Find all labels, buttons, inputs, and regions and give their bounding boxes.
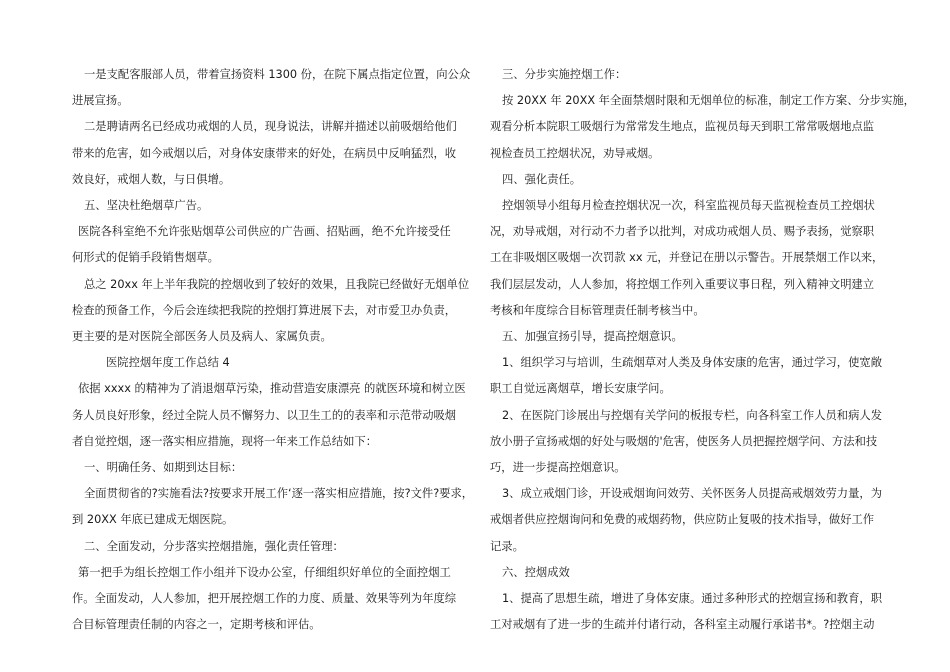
paragraph-line: 更主要的是对医院全部医务人员及病人、家属负责。 [72, 330, 332, 344]
paragraph-line: 1、提高了思想生疏，增进了身体安康。通过多种形式的控烟宣扬和教育，职 [502, 592, 882, 606]
paragraph-line: 效良好，戒烟人数，与日俱增。 [72, 172, 231, 186]
paragraph-line: 3、成立戒烟门诊，开设戒烟询问效劳、关怀医务人员提高戒烟效劳力量，为 [502, 487, 882, 501]
paragraph-line: 记录。 [490, 539, 524, 553]
paragraph-line: 医院各科室绝不允许张贴烟草公司供应的广告画、招贴画，绝不允许接受任 [78, 225, 451, 239]
paragraph-line: 到 20XX 年底已建成无烟医院。 [72, 513, 234, 527]
paragraph-line: 第一把手为组长控烟工作小组并下设办公室，仔细组织好单位的全面控烟工 [78, 565, 451, 579]
paragraph-line: 放小册子宣扬戒烟的好处与吸烟的'危害，使医务人员把握控烟学问、方法和技 [490, 434, 878, 448]
paragraph-line: 者自觉控烟，逐一落实相应措施，现将一年来工作总结如下： [72, 434, 378, 448]
paragraph-line: 总之 20xx 年上半年我院的控烟收到了较好的效果，且我院已经做好无烟单位 [84, 277, 470, 291]
section-heading: 二、全面发动，分步落实控烟措施，强化责任管理： [84, 539, 344, 553]
right-column [490, 62, 915, 638]
paragraph-line: 务人员良好形象，经过全院人员不懈努力、以卫生工的的表率和示范带动吸烟 [72, 408, 457, 422]
section-heading: 四、强化责任。 [502, 172, 582, 186]
paragraph-line: 观看分析本院职工吸烟行为常常发生地点，监视员每天到职工常常吸烟地点监 [490, 120, 875, 134]
section-heading: 五、加强宣扬引导，提高控烟意识。 [502, 330, 683, 344]
section-heading: 五、坚决杜绝烟草广告。 [84, 199, 209, 213]
paragraph-line: 带来的危害，如今戒烟以后，对身体安康带来的好处，在病员中反响猛烈，收 [72, 146, 457, 160]
paragraph-line: 工对戒烟有了进一步的生疏并付诸行动，各科室主动履行承诺书*。?控烟主动 [490, 618, 875, 632]
paragraph-line: 作。全面发动，人人参加，把开展控烟工作的力度、质量、效果等列为年度综 [72, 592, 457, 606]
document-title: 医院控烟年度工作总结 4 [106, 356, 230, 370]
paragraph-line: 检查的预备工作，今后会连续把我院的控烟打算进展下去，对市爱卫办负责， [72, 303, 457, 317]
paragraph-line: 我们层层发动，人人参加，将控烟工作列入重要议事日程，列入精神文明建立 [490, 277, 875, 291]
paragraph-line: 巧，进一步提高控烟意识。 [490, 461, 626, 475]
paragraph-line: 视检查员工控烟状况，劝导戒烟。 [490, 146, 660, 160]
paragraph-line: 况，劝导戒烟，对行动不力者予以批判，对成功戒烟人员、赐予表扬，觉察职 [490, 225, 875, 239]
paragraph-line: 控烟领导小组每月检查控烟状况一次，科室监视员每天监视检查员工控烟状 [502, 199, 875, 213]
paragraph-line: 考核和年度综合目标管理责任制考核当中。 [490, 303, 705, 317]
paragraph-line: 职工自觉远离烟草，增长安康学问。 [490, 382, 671, 396]
section-heading: 三、分步实施控烟工作： [502, 68, 627, 81]
section-heading: 六、控烟成效 [502, 565, 570, 579]
paragraph-line: 2、在医院门诊展出与控烟有关学问的板报专栏，向各科室工作人员和病人发 [502, 408, 882, 422]
section-heading: 一、明确任务、如期到达目标： [84, 461, 243, 475]
paragraph-line: 一是支配客服部人员，带着宣扬资料 1300 份，在院下属点指定位置，向公众 [84, 68, 471, 81]
paragraph-line: 依据 xxxx 的精神为了消退烟草污染，推动营造安康漂亮 的就医环境和树立医 [78, 382, 466, 396]
paragraph-line: 合目标管理责任制的内容之一，定期考核和评估。 [72, 618, 321, 632]
paragraph-line: 全面贯彻省的?实施看法?按要求开展工作‘逐一落实相应措施，按?文件?要求， [84, 487, 474, 501]
paragraph-line: 戒烟者供应控烟询问和免费的戒烟药物，供应防止复吸的技术指导，做好工作 [490, 513, 875, 527]
paragraph-line: 进展宣扬。 [72, 94, 129, 108]
paragraph-line: 工在非吸烟区吸烟一次罚款 xx 元，并登记在册以示警告。开展禁烟工作以来， [490, 251, 884, 265]
paragraph-line: 按 20XX 年 20XX 年全面禁烟时限和无烟单位的标准，制定工作方案、分步实施， [502, 94, 915, 108]
paragraph-line: 何形式的促销手段销售烟草。 [72, 251, 219, 265]
paragraph-line: 二是聘请两名已经成功戒烟的人员，现身说法，讲解并描述以前吸烟给他们 [84, 120, 457, 134]
left-column [72, 62, 474, 638]
paragraph-line: 1、组织学习与培训，生疏烟草对人类及身体安康的危害，通过学习，使宽敞 [502, 356, 882, 370]
